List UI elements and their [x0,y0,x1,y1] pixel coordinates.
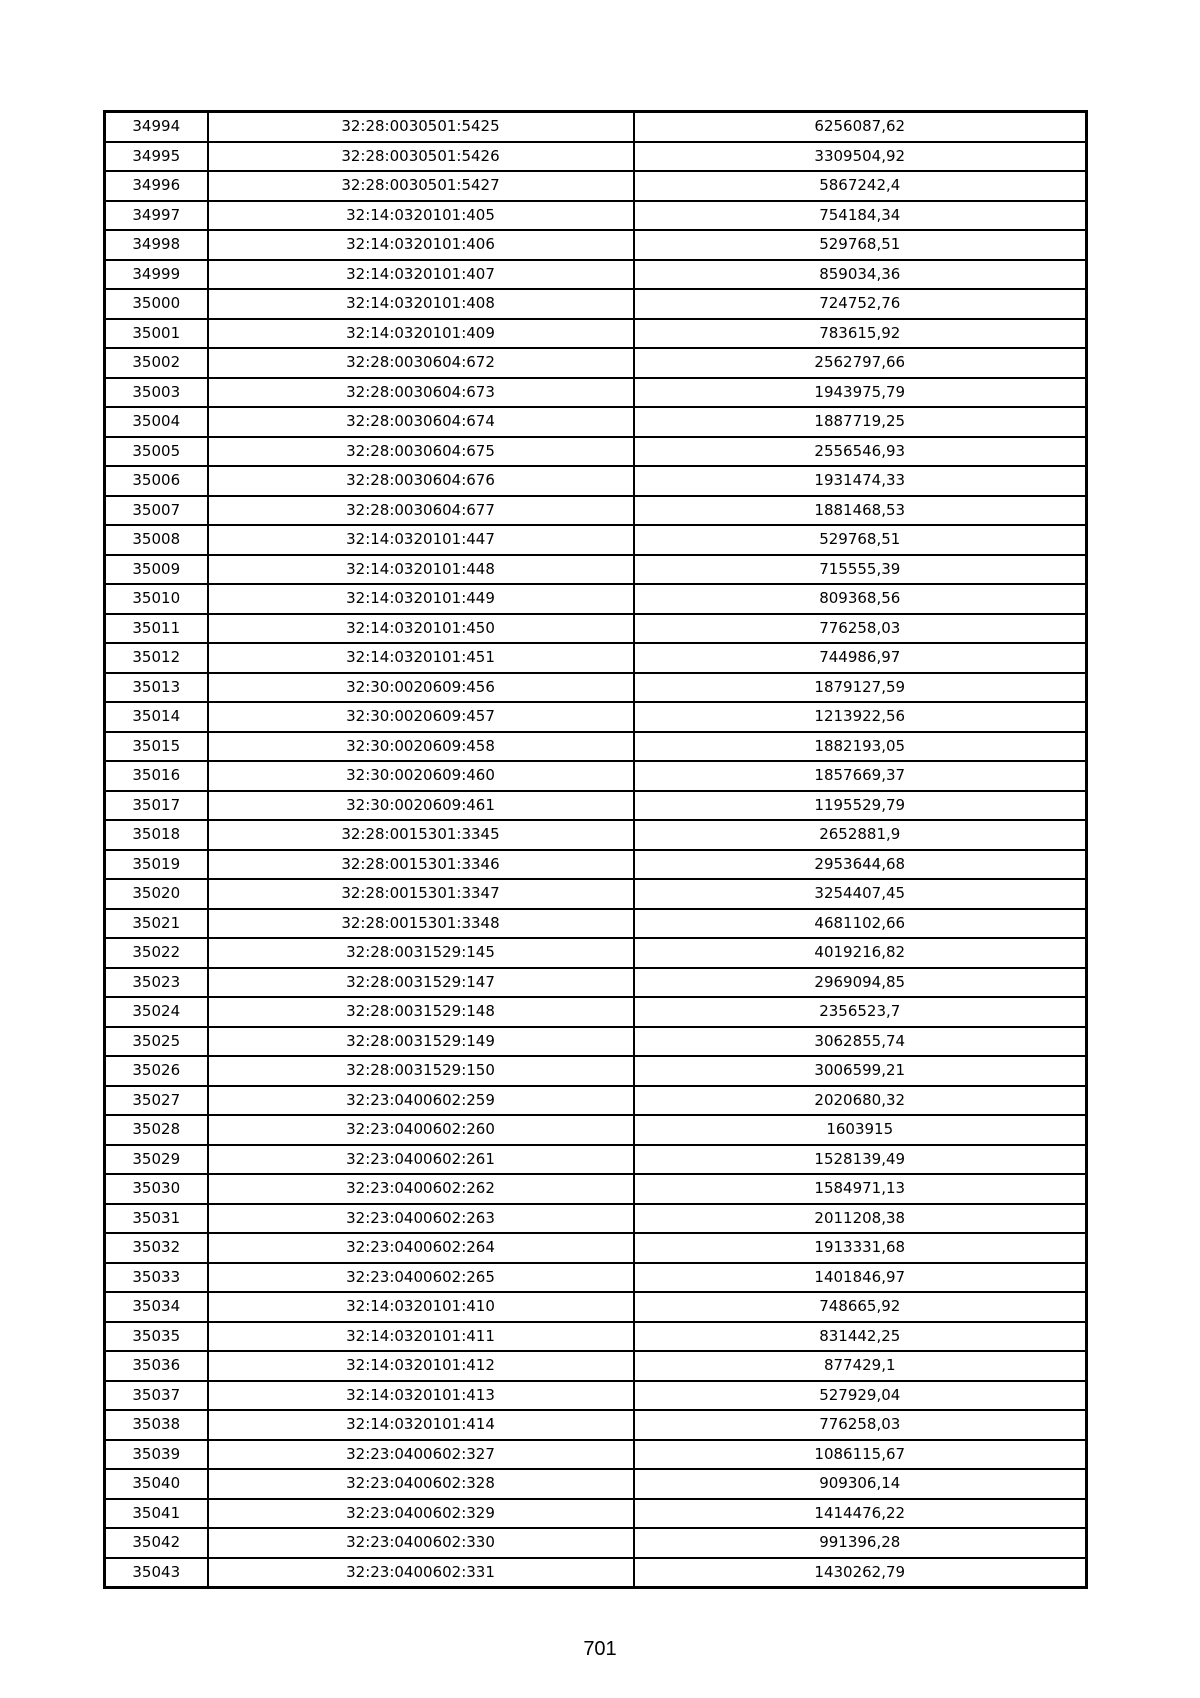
row-number-cell: 35041 [105,1499,208,1529]
page-number: 701 [583,1638,617,1660]
cadastral-number-cell: 32:23:0400602:330 [208,1528,634,1558]
cadastral-number-cell: 32:23:0400602:263 [208,1204,634,1234]
cadastral-value-cell: 809368,56 [634,584,1087,614]
cadastral-number-cell: 32:23:0400602:331 [208,1558,634,1588]
row-number-cell: 35040 [105,1469,208,1499]
table-row [105,1322,1087,1352]
cadastral-value-cell: 776258,03 [634,614,1087,644]
cadastral-number-cell: 32:14:0320101:414 [208,1410,634,1440]
cadastral-value-cell: 2011208,38 [634,1204,1087,1234]
cadastral-number-cell: 32:28:0030501:5426 [208,142,634,172]
cadastral-number-cell: 32:14:0320101:408 [208,289,634,319]
cadastral-value-cell: 744986,97 [634,643,1087,673]
cadastral-value-cell: 1943975,79 [634,378,1087,408]
row-number-cell: 35013 [105,673,208,703]
cadastral-number-cell: 32:14:0320101:451 [208,643,634,673]
cadastral-value-cell: 1913331,68 [634,1233,1087,1263]
row-number-cell: 34997 [105,201,208,231]
cadastral-value-cell: 6256087,62 [634,112,1087,142]
row-number-cell: 35028 [105,1115,208,1145]
cadastral-number-cell: 32:28:0030604:673 [208,378,634,408]
cadastral-number-cell: 32:23:0400602:327 [208,1440,634,1470]
row-number-cell: 35043 [105,1558,208,1588]
cadastral-value-table [103,110,1088,1589]
row-number-cell: 35006 [105,466,208,496]
cadastral-value-cell: 1882193,05 [634,732,1087,762]
cadastral-number-cell: 32:14:0320101:413 [208,1381,634,1411]
row-number-cell: 35033 [105,1263,208,1293]
cadastral-value-cell: 991396,28 [634,1528,1087,1558]
table-row [105,820,1087,850]
cadastral-number-cell: 32:23:0400602:329 [208,1499,634,1529]
row-number-cell: 35012 [105,643,208,673]
cadastral-number-cell: 32:14:0320101:406 [208,230,634,260]
cadastral-number-cell: 32:28:0030604:677 [208,496,634,526]
cadastral-value-cell: 715555,39 [634,555,1087,585]
cadastral-value-cell: 1414476,22 [634,1499,1087,1529]
row-number-cell: 35022 [105,938,208,968]
table-row [105,555,1087,585]
row-number-cell: 35026 [105,1056,208,1086]
cadastral-number-cell: 32:28:0030604:672 [208,348,634,378]
row-number-cell: 35037 [105,1381,208,1411]
cadastral-value-cell: 1430262,79 [634,1558,1087,1588]
row-number-cell: 35025 [105,1027,208,1057]
cadastral-value-cell: 776258,03 [634,1410,1087,1440]
row-number-cell: 35001 [105,319,208,349]
row-number-cell: 35005 [105,437,208,467]
table-row [105,1558,1087,1588]
cadastral-number-cell: 32:30:0020609:460 [208,761,634,791]
table-row [105,466,1087,496]
table-row [105,112,1087,142]
cadastral-value-cell: 859034,36 [634,260,1087,290]
table-row [105,230,1087,260]
cadastral-number-cell: 32:23:0400602:264 [208,1233,634,1263]
row-number-cell: 35035 [105,1322,208,1352]
cadastral-value-cell: 2953644,68 [634,850,1087,880]
row-number-cell: 35042 [105,1528,208,1558]
row-number-cell: 35020 [105,879,208,909]
cadastral-number-cell: 32:14:0320101:407 [208,260,634,290]
cadastral-number-cell: 32:14:0320101:450 [208,614,634,644]
cadastral-value-cell: 831442,25 [634,1322,1087,1352]
table-row [105,850,1087,880]
table-row [105,171,1087,201]
cadastral-number-cell: 32:14:0320101:447 [208,525,634,555]
cadastral-value-cell: 1195529,79 [634,791,1087,821]
table-row [105,1381,1087,1411]
cadastral-value-cell: 5867242,4 [634,171,1087,201]
cadastral-value-cell: 1528139,49 [634,1145,1087,1175]
table-row [105,1174,1087,1204]
cadastral-number-cell: 32:28:0015301:3345 [208,820,634,850]
cadastral-number-cell: 32:30:0020609:457 [208,702,634,732]
cadastral-number-cell: 32:30:0020609:458 [208,732,634,762]
table-row [105,1145,1087,1175]
cadastral-number-cell: 32:23:0400602:259 [208,1086,634,1116]
cadastral-value-cell: 1887719,25 [634,407,1087,437]
cadastral-value-cell: 724752,76 [634,289,1087,319]
cadastral-number-cell: 32:23:0400602:262 [208,1174,634,1204]
cadastral-number-cell: 32:28:0030501:5425 [208,112,634,142]
row-number-cell: 35019 [105,850,208,880]
cadastral-value-cell: 4019216,82 [634,938,1087,968]
row-number-cell: 35010 [105,584,208,614]
table-row [105,997,1087,1027]
table-row [105,791,1087,821]
table-row [105,289,1087,319]
row-number-cell: 35004 [105,407,208,437]
row-number-cell: 34998 [105,230,208,260]
row-number-cell: 35003 [105,378,208,408]
table-row [105,1528,1087,1558]
cadastral-number-cell: 32:23:0400602:265 [208,1263,634,1293]
table-row [105,201,1087,231]
table-row [105,1056,1087,1086]
cadastral-number-cell: 32:28:0030501:5427 [208,171,634,201]
cadastral-number-cell: 32:23:0400602:328 [208,1469,634,1499]
cadastral-value-cell: 909306,14 [634,1469,1087,1499]
cadastral-number-cell: 32:28:0031529:145 [208,938,634,968]
cadastral-number-cell: 32:14:0320101:411 [208,1322,634,1352]
row-number-cell: 35038 [105,1410,208,1440]
cadastral-number-cell: 32:28:0031529:148 [208,997,634,1027]
table-row [105,1115,1087,1145]
row-number-cell: 35002 [105,348,208,378]
cadastral-value-cell: 1931474,33 [634,466,1087,496]
table-row [105,437,1087,467]
table-row [105,732,1087,762]
table-row [105,879,1087,909]
cadastral-value-cell: 2356523,7 [634,997,1087,1027]
cadastral-value-cell: 4681102,66 [634,909,1087,939]
table-row [105,1204,1087,1234]
table-row [105,1086,1087,1116]
cadastral-value-cell: 529768,51 [634,230,1087,260]
cadastral-value-cell: 1857669,37 [634,761,1087,791]
cadastral-number-cell: 32:14:0320101:409 [208,319,634,349]
cadastral-value-cell: 3062855,74 [634,1027,1087,1057]
row-number-cell: 35008 [105,525,208,555]
table-row [105,673,1087,703]
row-number-cell: 35007 [105,496,208,526]
cadastral-number-cell: 32:28:0031529:149 [208,1027,634,1057]
row-number-cell: 35014 [105,702,208,732]
table-body [105,112,1087,1588]
table-row [105,761,1087,791]
table-row [105,260,1087,290]
row-number-cell: 34994 [105,112,208,142]
table-row [105,1263,1087,1293]
cadastral-number-cell: 32:23:0400602:260 [208,1115,634,1145]
table-row [105,702,1087,732]
row-number-cell: 35021 [105,909,208,939]
table-row [105,643,1087,673]
cadastral-value-cell: 1881468,53 [634,496,1087,526]
table-row [105,496,1087,526]
row-number-cell: 35027 [105,1086,208,1116]
row-number-cell: 35034 [105,1292,208,1322]
row-number-cell: 35023 [105,968,208,998]
row-number-cell: 34999 [105,260,208,290]
row-number-cell: 35036 [105,1351,208,1381]
table-row [105,968,1087,998]
row-number-cell: 35009 [105,555,208,585]
cadastral-value-cell: 3254407,45 [634,879,1087,909]
cadastral-number-cell: 32:28:0031529:150 [208,1056,634,1086]
table-row [105,909,1087,939]
row-number-cell: 35039 [105,1440,208,1470]
table-row [105,584,1087,614]
cadastral-value-cell: 2969094,85 [634,968,1087,998]
table-row [105,319,1087,349]
row-number-cell: 35015 [105,732,208,762]
row-number-cell: 35016 [105,761,208,791]
table-row [105,407,1087,437]
table-row [105,1233,1087,1263]
cadastral-number-cell: 32:14:0320101:449 [208,584,634,614]
table-row [105,525,1087,555]
table-row [105,142,1087,172]
row-number-cell: 34995 [105,142,208,172]
cadastral-value-cell: 2562797,66 [634,348,1087,378]
row-number-cell: 35032 [105,1233,208,1263]
cadastral-number-cell: 32:28:0015301:3346 [208,850,634,880]
cadastral-number-cell: 32:28:0030604:675 [208,437,634,467]
row-number-cell: 35024 [105,997,208,1027]
cadastral-number-cell: 32:14:0320101:410 [208,1292,634,1322]
cadastral-value-cell: 1401846,97 [634,1263,1087,1293]
cadastral-number-cell: 32:28:0031529:147 [208,968,634,998]
row-number-cell: 35031 [105,1204,208,1234]
cadastral-value-cell: 1603915 [634,1115,1087,1145]
cadastral-value-cell: 3006599,21 [634,1056,1087,1086]
cadastral-value-cell: 748665,92 [634,1292,1087,1322]
row-number-cell: 35029 [105,1145,208,1175]
cadastral-value-cell: 1086115,67 [634,1440,1087,1470]
cadastral-value-cell: 783615,92 [634,319,1087,349]
table-row [105,378,1087,408]
cadastral-number-cell: 32:30:0020609:461 [208,791,634,821]
table-row [105,1469,1087,1499]
row-number-cell: 35011 [105,614,208,644]
table-row [105,1440,1087,1470]
table-row [105,1410,1087,1440]
table-row [105,1027,1087,1057]
cadastral-number-cell: 32:28:0030604:676 [208,466,634,496]
row-number-cell: 35018 [105,820,208,850]
table-row [105,1292,1087,1322]
cadastral-value-cell: 529768,51 [634,525,1087,555]
cadastral-value-cell: 877429,1 [634,1351,1087,1381]
cadastral-value-cell: 3309504,92 [634,142,1087,172]
cadastral-value-cell: 1879127,59 [634,673,1087,703]
table-row [105,348,1087,378]
cadastral-number-cell: 32:23:0400602:261 [208,1145,634,1175]
cadastral-value-cell: 1584971,13 [634,1174,1087,1204]
table-row [105,1351,1087,1381]
cadastral-number-cell: 32:30:0020609:456 [208,673,634,703]
cadastral-value-cell: 1213922,56 [634,702,1087,732]
cadastral-value-cell: 2556546,93 [634,437,1087,467]
cadastral-number-cell: 32:28:0015301:3347 [208,879,634,909]
cadastral-value-cell: 527929,04 [634,1381,1087,1411]
row-number-cell: 35000 [105,289,208,319]
cadastral-number-cell: 32:14:0320101:448 [208,555,634,585]
row-number-cell: 35030 [105,1174,208,1204]
cadastral-value-cell: 2652881,9 [634,820,1087,850]
cadastral-number-cell: 32:28:0030604:674 [208,407,634,437]
row-number-cell: 34996 [105,171,208,201]
row-number-cell: 35017 [105,791,208,821]
cadastral-number-cell: 32:14:0320101:412 [208,1351,634,1381]
table-row [105,938,1087,968]
table-row [105,614,1087,644]
cadastral-value-cell: 754184,34 [634,201,1087,231]
cadastral-number-cell: 32:28:0015301:3348 [208,909,634,939]
cadastral-value-cell: 2020680,32 [634,1086,1087,1116]
cadastral-number-cell: 32:14:0320101:405 [208,201,634,231]
table-row [105,1499,1087,1529]
